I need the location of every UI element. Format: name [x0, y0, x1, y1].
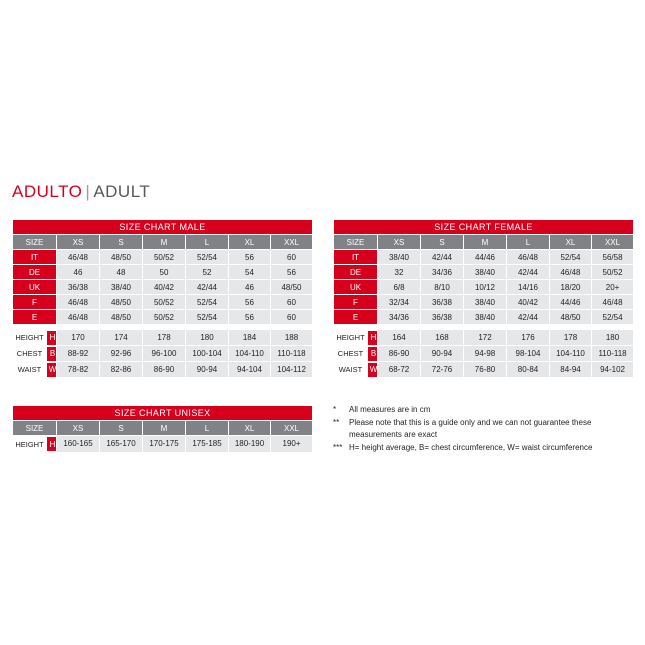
male-it-s: 48/50: [100, 250, 143, 265]
male-col-m: M: [143, 235, 186, 250]
male-col-xxl: XXL: [271, 235, 313, 250]
male-uk-l: 42/44: [186, 280, 229, 295]
male-de-s: 48: [100, 265, 143, 280]
female-waist-xxl: 94-102: [592, 362, 634, 378]
male-row-label-de: DE: [13, 265, 57, 280]
female-col-size: SIZE: [334, 235, 378, 250]
table-row: [334, 265, 634, 280]
female-it-xs: 38/40: [378, 250, 421, 265]
female-col-xl: XL: [550, 235, 592, 250]
male-de-m: 50: [143, 265, 186, 280]
female-e-m: 38/40: [464, 310, 507, 325]
page-title-separator: |: [85, 182, 91, 201]
female-row-label-e: E: [334, 310, 378, 325]
note-item: [333, 442, 643, 454]
female-f-s: 36/38: [421, 295, 464, 310]
female-height-m: 172: [464, 330, 507, 346]
male-height-xs: 170: [57, 330, 100, 346]
male-chest-l: 100-104: [186, 346, 229, 362]
male-waist-s: 82-86: [100, 362, 143, 378]
male-height-xl: 184: [229, 330, 271, 346]
male-chest-xl: 104-110: [229, 346, 271, 362]
male-de-xs: 46: [57, 265, 100, 280]
female-col-xxl: XXL: [592, 235, 634, 250]
male-col-xl: XL: [229, 235, 271, 250]
female-header-row: [334, 235, 634, 250]
unisex-col-xl: XL: [229, 421, 271, 436]
female-uk-xs: 6/8: [378, 280, 421, 295]
female-col-l: L: [507, 235, 550, 250]
table-row: [334, 330, 634, 346]
male-chest-s: 92-96: [100, 346, 143, 362]
table-row: [13, 362, 313, 378]
female-table-title: SIZE CHART FEMALE: [334, 220, 634, 235]
page-title: [12, 182, 150, 202]
male-it-xl: 56: [229, 250, 271, 265]
male-e-xs: 46/48: [57, 310, 100, 325]
male-row-label-uk: UK: [13, 280, 57, 295]
male-measure-label-waist: WAIST: [13, 362, 46, 377]
male-waist-xxl: 104-112: [271, 362, 313, 378]
female-de-l: 42/44: [507, 265, 550, 280]
female-height-xs: 164: [378, 330, 421, 346]
note-marker-3: ***: [333, 443, 343, 452]
female-col-m: M: [464, 235, 507, 250]
note-text-2: Please note that this is a guide only and we can not guarantee these measurements are exact: [349, 418, 592, 439]
unisex-col-xs: XS: [57, 421, 100, 436]
male-col-xs: XS: [57, 235, 100, 250]
male-e-m: 50/52: [143, 310, 186, 325]
table-row: [334, 280, 634, 295]
female-waist-xl: 84-94: [550, 362, 592, 378]
unisex-height-xs: 160-165: [57, 436, 100, 453]
female-e-l: 42/44: [507, 310, 550, 325]
female-height-s: 168: [421, 330, 464, 346]
table-row: [13, 250, 313, 265]
male-de-l: 52: [186, 265, 229, 280]
male-height-xxl: 188: [271, 330, 313, 346]
female-uk-l: 14/16: [507, 280, 550, 295]
unisex-col-size: SIZE: [13, 421, 57, 436]
table-row: [13, 330, 313, 346]
female-f-xxl: 46/48: [592, 295, 634, 310]
male-height-m: 178: [143, 330, 186, 346]
male-measure-badge-w: W: [46, 362, 59, 377]
unisex-height-s: 165-170: [100, 436, 143, 453]
unisex-height-xl: 180-190: [229, 436, 271, 453]
male-measure-label-chest: CHEST: [13, 346, 46, 361]
male-f-m: 50/52: [143, 295, 186, 310]
note-item: [333, 417, 643, 441]
male-f-xs: 46/48: [57, 295, 100, 310]
male-height-s: 174: [100, 330, 143, 346]
female-it-xl: 52/54: [550, 250, 592, 265]
male-f-s: 48/50: [100, 295, 143, 310]
female-it-l: 46/48: [507, 250, 550, 265]
female-measure-badge-h: H: [367, 330, 380, 345]
male-chest-xxl: 110-118: [271, 346, 313, 362]
male-uk-xl: 46: [229, 280, 271, 295]
male-header-row: [13, 235, 313, 250]
male-uk-s: 38/40: [100, 280, 143, 295]
female-e-xs: 34/36: [378, 310, 421, 325]
table-row: [13, 436, 313, 453]
female-measure-badge-b: B: [367, 346, 380, 361]
female-measure-label-waist: WAIST: [334, 362, 367, 377]
table-row: [334, 250, 634, 265]
male-waist-l: 90-94: [186, 362, 229, 378]
table-row: [13, 310, 313, 325]
male-e-xl: 56: [229, 310, 271, 325]
female-chest-xs: 86-90: [378, 346, 421, 362]
female-it-xxl: 56/58: [592, 250, 634, 265]
female-e-xl: 48/50: [550, 310, 592, 325]
female-chest-s: 90-94: [421, 346, 464, 362]
table-row: [13, 280, 313, 295]
note-marker-1: *: [333, 405, 337, 414]
table-row: [334, 295, 634, 310]
female-measure-label-height: HEIGHT: [334, 330, 367, 345]
male-it-xxl: 60: [271, 250, 313, 265]
female-uk-m: 10/12: [464, 280, 507, 295]
note-item: [333, 404, 643, 416]
male-f-xxl: 60: [271, 295, 313, 310]
female-uk-xxl: 20+: [592, 280, 634, 295]
male-chest-xs: 88-92: [57, 346, 100, 362]
female-waist-xs: 68-72: [378, 362, 421, 378]
male-uk-xxl: 48/50: [271, 280, 313, 295]
female-chest-xl: 104-110: [550, 346, 592, 362]
male-table-title: SIZE CHART MALE: [13, 220, 313, 235]
male-waist-m: 86-90: [143, 362, 186, 378]
unisex-table-title: SIZE CHART UNISEX: [13, 406, 313, 421]
male-de-xl: 54: [229, 265, 271, 280]
female-height-xl: 178: [550, 330, 592, 346]
female-e-s: 36/38: [421, 310, 464, 325]
female-uk-xl: 18/20: [550, 280, 592, 295]
male-col-s: S: [100, 235, 143, 250]
female-de-xs: 32: [378, 265, 421, 280]
unisex-height-xxl: 190+: [271, 436, 313, 453]
unisex-measure-label-height: HEIGHT: [13, 437, 46, 452]
male-e-xxl: 60: [271, 310, 313, 325]
table-row: [334, 310, 634, 325]
table-row: [13, 265, 313, 280]
male-chest-m: 96-100: [143, 346, 186, 362]
male-row-label-it: IT: [13, 250, 57, 265]
male-measure-label-height: HEIGHT: [13, 330, 46, 345]
male-waist-xs: 78-82: [57, 362, 100, 378]
unisex-height-m: 170-175: [143, 436, 186, 453]
male-row-label-f: F: [13, 295, 57, 310]
male-f-xl: 56: [229, 295, 271, 310]
male-col-size: SIZE: [13, 235, 57, 250]
unisex-height-l: 175-185: [186, 436, 229, 453]
size-chart-unisex-table: [12, 405, 313, 453]
male-height-l: 180: [186, 330, 229, 346]
female-it-m: 44/46: [464, 250, 507, 265]
female-de-xl: 46/48: [550, 265, 592, 280]
female-de-m: 38/40: [464, 265, 507, 280]
female-measure-label-chest: CHEST: [334, 346, 367, 361]
male-de-xxl: 56: [271, 265, 313, 280]
female-col-xs: XS: [378, 235, 421, 250]
male-it-m: 50/52: [143, 250, 186, 265]
female-waist-s: 72-76: [421, 362, 464, 378]
table-row: [334, 346, 634, 362]
female-height-xxl: 180: [592, 330, 634, 346]
table-row: [334, 362, 634, 378]
unisex-measure-badge-h: H: [46, 437, 59, 452]
male-e-s: 48/50: [100, 310, 143, 325]
female-row-label-f: F: [334, 295, 378, 310]
size-chart-male-table: [12, 219, 313, 378]
table-row: [13, 346, 313, 362]
note-text-1: All measures are in cm: [349, 405, 431, 414]
unisex-col-l: L: [186, 421, 229, 436]
unisex-header-row: [13, 421, 313, 436]
female-f-xs: 32/34: [378, 295, 421, 310]
male-measure-badge-b: B: [46, 346, 59, 361]
female-col-s: S: [421, 235, 464, 250]
note-marker-2: **: [333, 418, 340, 427]
female-row-label-uk: UK: [334, 280, 378, 295]
male-it-l: 52/54: [186, 250, 229, 265]
note-text-3: H= height average, B= chest circumference, W= waist circumference: [349, 443, 593, 452]
male-col-l: L: [186, 235, 229, 250]
unisex-col-xxl: XXL: [271, 421, 313, 436]
female-f-l: 40/42: [507, 295, 550, 310]
female-uk-s: 8/10: [421, 280, 464, 295]
female-it-s: 42/44: [421, 250, 464, 265]
female-waist-l: 80-84: [507, 362, 550, 378]
female-measure-badge-w: W: [367, 362, 380, 377]
male-measure-badge-h: H: [46, 330, 59, 345]
male-uk-m: 40/42: [143, 280, 186, 295]
male-e-l: 52/54: [186, 310, 229, 325]
female-de-xxl: 50/52: [592, 265, 634, 280]
female-chest-xxl: 110-118: [592, 346, 634, 362]
page-title-english: ADULT: [93, 182, 151, 201]
female-chest-l: 98-104: [507, 346, 550, 362]
female-e-xxl: 52/54: [592, 310, 634, 325]
female-row-label-de: DE: [334, 265, 378, 280]
table-row: [13, 295, 313, 310]
male-waist-xl: 94-104: [229, 362, 271, 378]
female-waist-m: 76-80: [464, 362, 507, 378]
male-row-label-e: E: [13, 310, 57, 325]
female-de-s: 34/36: [421, 265, 464, 280]
female-chest-m: 94-98: [464, 346, 507, 362]
size-chart-female-table: [333, 219, 634, 378]
female-height-l: 176: [507, 330, 550, 346]
male-f-l: 52/54: [186, 295, 229, 310]
female-f-xl: 44/46: [550, 295, 592, 310]
male-it-xs: 46/48: [57, 250, 100, 265]
female-f-m: 38/40: [464, 295, 507, 310]
unisex-col-m: M: [143, 421, 186, 436]
female-row-label-it: IT: [334, 250, 378, 265]
unisex-col-s: S: [100, 421, 143, 436]
page-title-italian: ADULTO: [12, 182, 83, 201]
notes-block: [333, 404, 643, 455]
male-uk-xs: 36/38: [57, 280, 100, 295]
